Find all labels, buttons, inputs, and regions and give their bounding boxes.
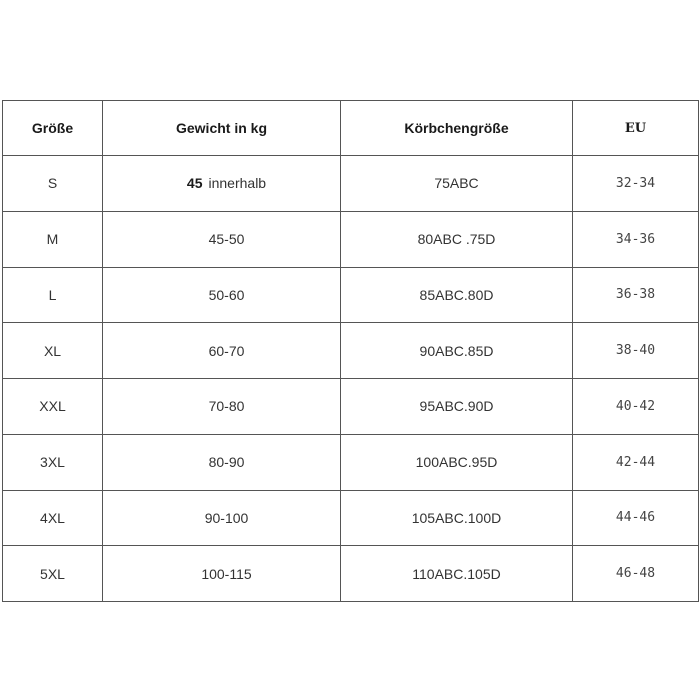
cell-eu: 34-36	[573, 211, 699, 267]
cell-size: 5XL	[3, 546, 103, 602]
table-row	[3, 546, 699, 602]
header-row	[3, 101, 699, 156]
header-size: Größe	[3, 101, 103, 156]
cell-size: XL	[3, 323, 103, 379]
cell-weight-text: innerhalb	[208, 175, 267, 192]
cell-weight: 100-115	[103, 546, 341, 602]
header-cup: Körbchengröße	[341, 101, 573, 156]
table-row	[3, 434, 699, 490]
cell-size: 4XL	[3, 490, 103, 546]
header-weight: Gewicht in kg	[103, 101, 341, 156]
cell-eu: 38-40	[573, 323, 699, 379]
table-row	[3, 267, 699, 323]
cell-weight: 60-70	[103, 323, 341, 379]
cell-cup: 110ABC.105D	[341, 546, 573, 602]
cell-eu: 44-46	[573, 490, 699, 546]
table-row	[3, 379, 699, 435]
table-row	[3, 323, 699, 379]
size-chart-table	[2, 100, 699, 602]
cell-eu: 32-34	[573, 156, 699, 212]
table-row	[3, 156, 699, 212]
cell-eu: 46-48	[573, 546, 699, 602]
cell-cup: 80ABC .75D	[341, 211, 573, 267]
cell-cup: 100ABC.95D	[341, 434, 573, 490]
table-row	[3, 211, 699, 267]
cell-size: 3XL	[3, 434, 103, 490]
cell-weight: 50-60	[103, 267, 341, 323]
cell-cup: 85ABC.80D	[341, 267, 573, 323]
cell-weight: 70-80	[103, 379, 341, 435]
cell-eu: 40-42	[573, 379, 699, 435]
cell-size: S	[3, 156, 103, 212]
cell-eu: 42-44	[573, 434, 699, 490]
cell-weight: 80-90	[103, 434, 341, 490]
cell-cup: 105ABC.100D	[341, 490, 573, 546]
cell-cup: 75ABC	[341, 156, 573, 212]
cell-weight-number: 45	[186, 175, 203, 192]
cell-cup: 95ABC.90D	[341, 379, 573, 435]
cell-size: L	[3, 267, 103, 323]
cell-weight: 90-100	[103, 490, 341, 546]
cell-cup: 90ABC.85D	[341, 323, 573, 379]
cell-size: M	[3, 211, 103, 267]
cell-weight	[103, 156, 341, 212]
table-row	[3, 490, 699, 546]
cell-eu: 36-38	[573, 267, 699, 323]
header-eu: EU	[573, 101, 699, 156]
cell-weight: 45-50	[103, 211, 341, 267]
cell-size: XXL	[3, 379, 103, 435]
